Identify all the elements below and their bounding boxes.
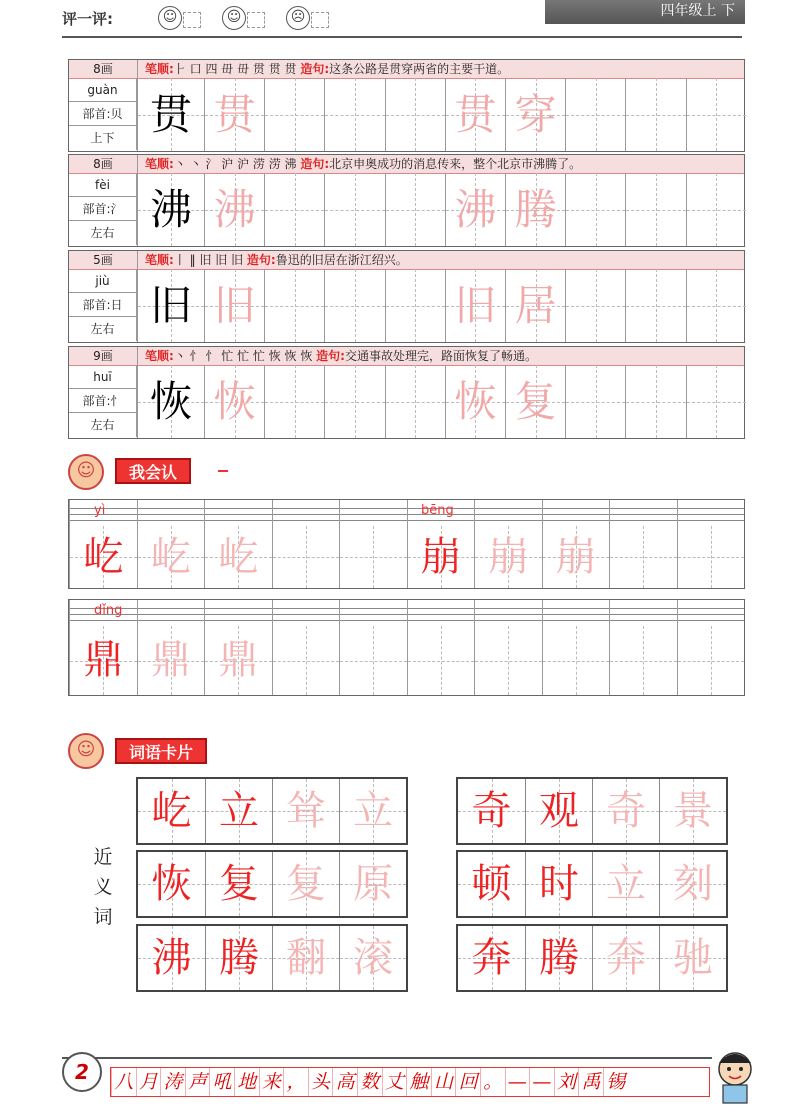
trace-character: 屹 (150, 534, 191, 580)
writing-cell[interactable] (565, 78, 625, 151)
poem-character: 。 (480, 1068, 505, 1096)
character-info (69, 78, 137, 150)
pinyin: fèi (69, 173, 137, 197)
synonym-trace: 原 (353, 861, 393, 907)
trace-character (386, 269, 445, 342)
writing-cell[interactable] (205, 779, 272, 843)
writing-cell[interactable] (339, 526, 407, 588)
pinyin-cell (272, 600, 340, 626)
writing-cell[interactable] (609, 626, 677, 695)
writing-cell[interactable] (474, 626, 542, 695)
writing-cell[interactable] (407, 526, 475, 588)
pinyin-cell (272, 500, 340, 526)
synonym-trace: 耸 (286, 788, 326, 834)
recognize-character: 崩 (420, 534, 461, 580)
synonym-trace: 立 (606, 861, 646, 907)
writing-cell[interactable] (445, 365, 505, 438)
block-header (69, 347, 744, 366)
word-character: 沸 (151, 935, 192, 981)
word-card (136, 777, 408, 845)
word-character: 顿 (471, 861, 512, 907)
writing-cell[interactable] (324, 269, 384, 342)
pinyin: dǐng (94, 603, 123, 618)
word-character: 腾 (539, 935, 579, 981)
writing-cell[interactable] (204, 526, 272, 588)
word-card (456, 777, 728, 845)
writing-cell[interactable] (565, 365, 625, 438)
writing-cell[interactable] (272, 526, 340, 588)
trace-character (626, 269, 685, 342)
main-character-cell (137, 173, 204, 246)
writing-cell[interactable] (324, 78, 384, 151)
trace-character (626, 78, 685, 151)
word-character: 奔 (471, 935, 512, 981)
synonym-trace: 奇 (606, 788, 646, 834)
synonym-trace: 刻 (673, 861, 713, 907)
stroke-order (145, 155, 581, 173)
trace-character: 沸 (454, 185, 497, 234)
structure: 左右 (69, 413, 137, 437)
synonym-char: 近 (93, 846, 113, 868)
writing-cell[interactable] (445, 173, 505, 246)
writing-cell[interactable] (339, 626, 407, 695)
trace-character: 鼎 (150, 637, 191, 683)
writing-cell[interactable] (625, 173, 685, 246)
section-divider (218, 470, 228, 472)
section-title-word-cards: 词语卡片 (115, 738, 207, 764)
character-info (69, 269, 137, 341)
radical: 部首:忄 (69, 389, 137, 413)
pinyin: yì (94, 503, 106, 518)
poem-character: 涛 (160, 1068, 185, 1096)
example-sentence: 这条公路是贯穿两省的主要干道。 (329, 62, 510, 76)
writing-cell[interactable] (205, 852, 272, 916)
writing-cell[interactable] (385, 173, 445, 246)
score-box[interactable] (311, 12, 329, 28)
synonym-trace: 景 (673, 788, 713, 834)
writing-cell[interactable] (339, 926, 406, 990)
word-card (136, 924, 408, 992)
happy-face-icon[interactable]: ☺ (158, 6, 182, 30)
main-character: 贯 (149, 90, 192, 139)
word-character: 奇 (471, 788, 512, 834)
writing-cell[interactable] (138, 926, 205, 990)
poem-character: 地 (234, 1068, 259, 1096)
trace-character: 屹 (218, 534, 259, 580)
poem-character: 山 (431, 1068, 456, 1096)
recognize-character: 屹 (83, 534, 124, 580)
pinyin-cell (474, 600, 542, 626)
main-character: 沸 (149, 185, 192, 234)
trace-character (386, 365, 445, 438)
main-character-cell (137, 78, 204, 151)
example-sentence: 鲁迅的旧居在浙江绍兴。 (275, 253, 408, 267)
trace-character (626, 173, 685, 246)
writing-cell[interactable] (458, 926, 525, 990)
writing-cell[interactable] (137, 526, 205, 588)
trace-character: 穿 (514, 90, 557, 139)
smile-face-icon[interactable]: ☺ (222, 6, 246, 30)
character-info (69, 365, 137, 437)
trace-character: 鼎 (218, 637, 259, 683)
writing-cell[interactable] (542, 526, 610, 588)
pinyin-cell (204, 600, 272, 626)
pinyin: jiù (69, 269, 137, 293)
poem-character: ， (283, 1068, 308, 1096)
writing-cell[interactable] (677, 626, 745, 695)
stroke-sequence: 丨 ‖ 旧 旧 旧 (173, 253, 244, 267)
header-divider (62, 36, 742, 38)
writing-cell[interactable] (204, 78, 264, 151)
pinyin: guàn (69, 78, 137, 102)
structure: 左右 (69, 317, 137, 341)
sentence-label: 造句: (300, 62, 330, 76)
word-character: 立 (219, 788, 259, 834)
page-number: 2 (62, 1052, 102, 1092)
stroke-count: 9画 (69, 347, 138, 365)
writing-cell[interactable] (272, 626, 340, 695)
word-card (456, 924, 728, 992)
word-card (456, 850, 728, 918)
trace-character (566, 269, 625, 342)
radical: 部首:氵 (69, 197, 137, 221)
trace-character: 崩 (488, 534, 529, 580)
stroke-count: 8画 (69, 60, 138, 78)
synonym-label (88, 842, 118, 932)
structure: 左右 (69, 221, 137, 245)
trace-character (687, 78, 746, 151)
trace-character (386, 78, 445, 151)
character-block (68, 346, 745, 439)
word-character: 屹 (151, 788, 192, 834)
synonym-char: 义 (93, 876, 113, 898)
structure: 上下 (69, 126, 137, 150)
main-character: 旧 (149, 281, 192, 330)
writing-cell[interactable] (385, 269, 445, 342)
trace-character (566, 365, 625, 438)
trace-character: 恢 (213, 377, 256, 426)
writing-cell[interactable] (264, 269, 324, 342)
trace-character (265, 365, 324, 438)
writing-cell[interactable] (204, 173, 264, 246)
main-character-cell (137, 269, 204, 342)
writing-cell[interactable] (625, 269, 685, 342)
score-box[interactable] (247, 12, 265, 28)
writing-cell[interactable] (272, 852, 339, 916)
recognize-row (68, 599, 745, 696)
writing-cell[interactable] (204, 269, 264, 342)
block-header (69, 155, 744, 174)
stroke-sequence: 丶 忄 忄 忙 忙 忙 恢 恢 恢 (173, 349, 313, 363)
writing-cell[interactable] (138, 779, 205, 843)
page-header (0, 0, 790, 40)
main-character-cell (137, 365, 204, 438)
trace-character: 贯 (213, 90, 256, 139)
sentence-label: 造句: (300, 157, 330, 171)
writing-cell[interactable] (686, 269, 746, 342)
mascot-icon: ☺ (68, 733, 104, 769)
writing-cell[interactable] (264, 78, 324, 151)
poem-character: 数 (357, 1068, 382, 1096)
pinyin-cell (474, 500, 542, 526)
trace-character (566, 78, 625, 151)
writing-cell[interactable] (339, 779, 406, 843)
trace-character (386, 173, 445, 246)
pinyin-cell (137, 500, 205, 526)
writing-cell[interactable] (565, 173, 625, 246)
poem-character: 触 (406, 1068, 431, 1096)
poem-character: 高 (332, 1068, 357, 1096)
trace-character: 旧 (454, 281, 497, 330)
synonym-trace: 复 (286, 861, 326, 907)
character-info (69, 173, 137, 245)
grade-banner: 四年级上 下 (545, 0, 745, 24)
writing-cell[interactable] (458, 852, 525, 916)
synonym-trace: 奔 (606, 935, 646, 981)
pinyin-cell (204, 500, 272, 526)
mascot-icon (705, 1045, 765, 1105)
recognize-character: 鼎 (83, 637, 124, 683)
word-character: 恢 (151, 861, 192, 907)
poem-character: 吼 (209, 1068, 234, 1096)
writing-cell[interactable] (505, 365, 565, 438)
radical: 部首:日 (69, 293, 137, 317)
stroke-sequence: 丶 丶 氵 沪 沪 涝 涝 沸 (173, 157, 297, 171)
writing-cell[interactable] (592, 779, 659, 843)
character-block (68, 59, 745, 152)
writing-cell[interactable] (686, 78, 746, 151)
trace-character (325, 78, 384, 151)
pinyin-cell (609, 500, 677, 526)
trace-character (265, 78, 324, 151)
writing-cell[interactable] (505, 269, 565, 342)
word-card (136, 850, 408, 918)
poem-character: 八 (111, 1068, 136, 1096)
writing-cell[interactable] (204, 365, 264, 438)
writing-cell[interactable] (505, 78, 565, 151)
poem-strip (110, 1067, 710, 1097)
evaluation-label: 评一评: (62, 10, 113, 28)
trace-character (566, 173, 625, 246)
writing-cell[interactable] (272, 926, 339, 990)
sentence-label: 造句: (316, 349, 345, 363)
pinyin-cell (542, 500, 610, 526)
trace-character: 恢 (454, 377, 497, 426)
writing-cell[interactable] (458, 779, 525, 843)
main-character: 恢 (149, 377, 192, 426)
poem-character: 声 (185, 1068, 210, 1096)
synonym-char: 词 (93, 906, 113, 928)
word-character: 观 (539, 788, 579, 834)
trace-character (325, 269, 384, 342)
pinyin-cell (407, 600, 475, 626)
stroke-order-label: 笔顺: (145, 62, 174, 76)
pinyin-cell (339, 600, 407, 626)
synonym-trace: 驰 (673, 935, 713, 981)
pinyin-cell (677, 600, 745, 626)
poem-character: 月 (136, 1068, 161, 1096)
word-character: 腾 (219, 935, 259, 981)
writing-cell[interactable] (272, 779, 339, 843)
trace-character (265, 173, 324, 246)
synonym-trace: 滚 (353, 935, 393, 981)
writing-cell[interactable] (445, 269, 505, 342)
writing-cell[interactable] (625, 365, 685, 438)
writing-cell[interactable] (505, 173, 565, 246)
pinyin: huī (69, 365, 137, 389)
writing-cell[interactable] (264, 365, 324, 438)
word-character: 复 (219, 861, 259, 907)
character-block (68, 154, 745, 247)
word-character: 时 (539, 861, 579, 907)
writing-cell[interactable] (592, 852, 659, 916)
writing-cell[interactable] (686, 173, 746, 246)
stroke-order-label: 笔顺: (145, 349, 174, 363)
character-block (68, 250, 745, 343)
writing-cell[interactable] (592, 926, 659, 990)
writing-cell[interactable] (525, 779, 592, 843)
stroke-sequence: ⺊ 口 四 毌 毌 贯 贯 贯 (173, 62, 297, 76)
sad-face-icon[interactable]: ☹ (286, 6, 310, 30)
score-box[interactable] (183, 12, 201, 28)
trace-character: 贯 (454, 90, 497, 139)
trace-character: 沸 (213, 185, 256, 234)
poem-character: 来 (259, 1068, 284, 1096)
mascot-icon: ☺ (68, 454, 104, 490)
writing-cell[interactable] (339, 852, 406, 916)
writing-cell[interactable] (324, 173, 384, 246)
synonym-trace: 翻 (286, 935, 326, 981)
stroke-count: 5画 (69, 251, 138, 269)
writing-cell[interactable] (137, 626, 205, 695)
trace-character (626, 365, 685, 438)
writing-cell[interactable] (659, 926, 726, 990)
poem-character: 锡 (603, 1068, 628, 1096)
example-sentence: 交通事故处理完，路面恢复了畅通。 (344, 349, 537, 363)
writing-cell[interactable] (565, 269, 625, 342)
writing-cell[interactable] (445, 78, 505, 151)
writing-cell[interactable] (205, 926, 272, 990)
writing-cell[interactable] (69, 526, 137, 588)
stroke-count: 8画 (69, 155, 138, 173)
section-title-recognize: 我会认 (115, 458, 191, 484)
pinyin: bēng (421, 503, 454, 518)
trace-character (687, 269, 746, 342)
writing-cell[interactable] (407, 626, 475, 695)
block-header (69, 251, 744, 270)
writing-cell[interactable] (385, 78, 445, 151)
trace-character (687, 365, 746, 438)
footer-divider (62, 1057, 712, 1059)
pinyin-cell (542, 600, 610, 626)
writing-cell[interactable] (625, 78, 685, 151)
writing-cell[interactable] (525, 852, 592, 916)
block-header (69, 60, 744, 79)
example-sentence: 北京申奥成功的消息传来，整个北京市沸腾了。 (329, 157, 582, 171)
poem-character: 丈 (382, 1068, 407, 1096)
stroke-order (145, 347, 537, 365)
writing-cell[interactable] (474, 526, 542, 588)
poem-character: 刘 (554, 1068, 579, 1096)
trace-character: 崩 (555, 534, 596, 580)
writing-cell[interactable] (686, 365, 746, 438)
poem-character: — (505, 1068, 530, 1096)
radical: 部首:贝 (69, 102, 137, 126)
synonym-trace: 立 (353, 788, 393, 834)
writing-cell[interactable] (609, 526, 677, 588)
stroke-order-label: 笔顺: (145, 157, 174, 171)
trace-character (325, 173, 384, 246)
poem-character: 禹 (578, 1068, 603, 1096)
writing-cell[interactable] (324, 365, 384, 438)
trace-character: 居 (514, 281, 557, 330)
writing-cell[interactable] (138, 852, 205, 916)
writing-cell[interactable] (659, 779, 726, 843)
writing-cell[interactable] (659, 852, 726, 916)
trace-character: 旧 (213, 281, 256, 330)
trace-character (325, 365, 384, 438)
poem-character: 头 (308, 1068, 333, 1096)
pinyin-cell (137, 600, 205, 626)
trace-character: 复 (514, 377, 557, 426)
poem-character: 回 (455, 1068, 480, 1096)
trace-character: 腾 (514, 185, 557, 234)
stroke-order (145, 60, 509, 78)
writing-cell[interactable] (69, 626, 137, 695)
trace-character (265, 269, 324, 342)
writing-cell[interactable] (204, 626, 272, 695)
writing-cell[interactable] (264, 173, 324, 246)
stroke-order (145, 251, 408, 269)
trace-character (687, 173, 746, 246)
pinyin-cell (677, 500, 745, 526)
sentence-label: 造句: (246, 253, 276, 267)
writing-cell[interactable] (385, 365, 445, 438)
poem-character: — (529, 1068, 554, 1096)
writing-cell[interactable] (525, 926, 592, 990)
writing-cell[interactable] (677, 526, 745, 588)
writing-cell[interactable] (542, 626, 610, 695)
pinyin-cell (609, 600, 677, 626)
recognize-row (68, 499, 745, 589)
stroke-order-label: 笔顺: (145, 253, 174, 267)
pinyin-cell (339, 500, 407, 526)
